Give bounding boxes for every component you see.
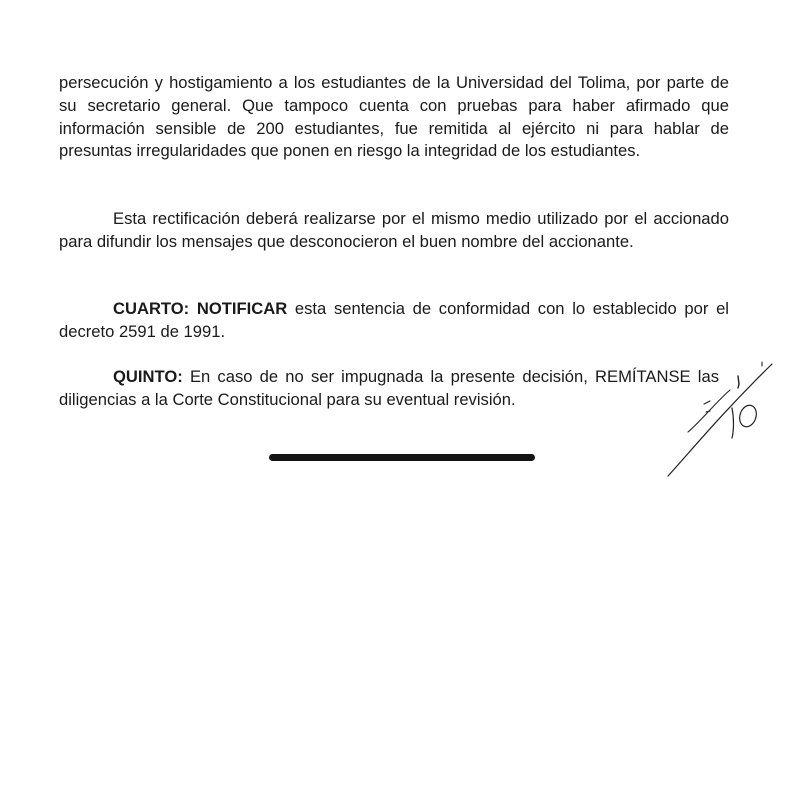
quinto-text-after: las diligencias a la Corte Constitucional para su eventual revisión. — [59, 367, 719, 409]
remitanse-verb: REMÍTANSE — [595, 367, 691, 386]
handwritten-signature — [660, 360, 780, 485]
paragraph-persecucion: persecución y hostigamiento a los estudiantes de la Universidad del Tolima, por parte de su secretario general. Que tampoco cuenta con pruebas para haber afirmado que información sensible de 200 estudiantes, fue remitida al ejército ni para hablar de presuntas irregularidades que ponen en riesgo la integridad de los estudiantes. — [59, 73, 729, 161]
quinto-label: QUINTO: — [113, 367, 183, 386]
paragraph-quinto — [59, 366, 719, 412]
cuarto-label: CUARTO: — [113, 299, 190, 318]
notificar-verb: NOTIFICAR — [196, 299, 288, 318]
paragraph-rectificacion: Esta rectificación deberá realizarse por el mismo medio utilizado por el accionado para difundir los mensajes que desconocieron el buen nombre del accionante. — [59, 209, 729, 251]
closing-rule-line — [269, 454, 535, 461]
paragraph-cuarto — [59, 298, 729, 344]
quinto-text-before: En caso de no ser impugnada la presente decisión, — [182, 367, 596, 386]
cuarto-text: esta sentencia de conformidad con lo establecido por el decreto 2591 de 1991. — [59, 299, 729, 341]
